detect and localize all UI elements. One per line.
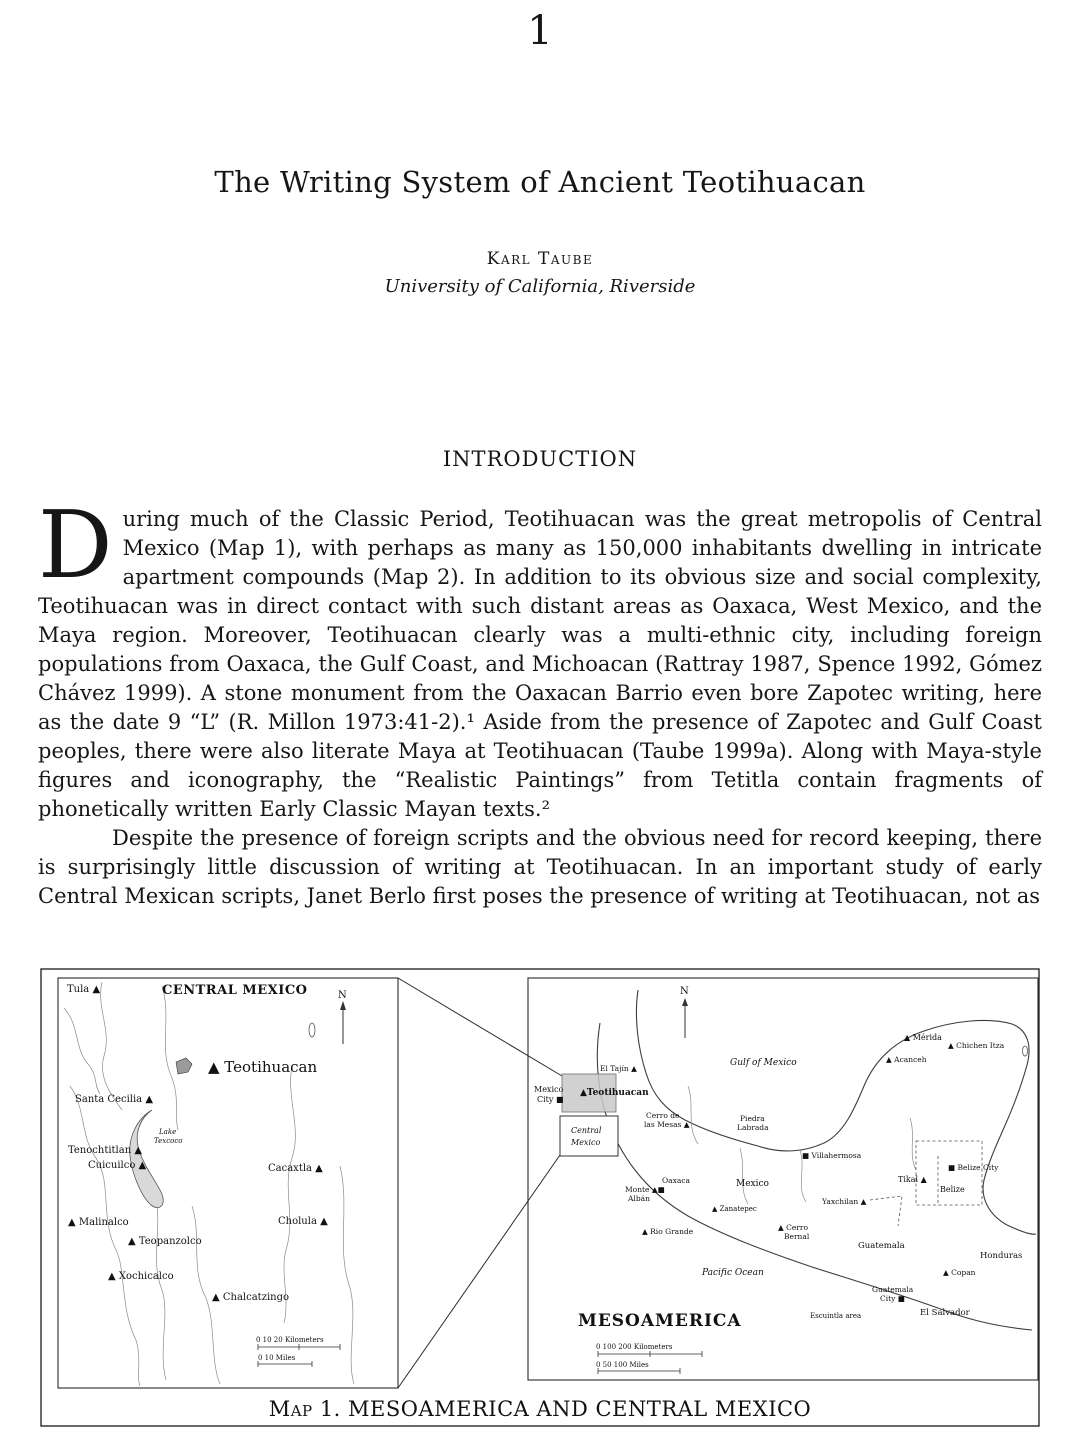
ocean-label-gulf: Gulf of Mexico: [730, 1058, 797, 1068]
site-label-santa-cecilia: Santa Cecilia ▲: [75, 1094, 154, 1105]
site-label-piedra-line2: Labrada: [737, 1123, 769, 1132]
site-label-yaxchilan: Yaxchilan ▲: [822, 1197, 867, 1206]
left-map-panel-border: [58, 978, 398, 1388]
site-label-cerro-bernal-line2: Bernal: [784, 1232, 810, 1241]
scale-kilometers: 0 100 200 Kilometers: [596, 1343, 673, 1351]
lake-label-line2: Texcoco: [154, 1137, 183, 1145]
guatemala-border-dashed: [870, 1196, 902, 1226]
left-map: [64, 982, 354, 1386]
author-affiliation: University of California, Riverside: [384, 276, 696, 297]
dropcap: D: [38, 491, 113, 599]
tikal-region-dashed-box: [916, 1141, 982, 1205]
site-label-cholula: Cholula ▲: [278, 1216, 328, 1227]
right-map: [534, 986, 1036, 1374]
site-label-xochicalco: ▲ Xochicalco: [108, 1271, 174, 1282]
teotihuacan-city-shape: [176, 1058, 192, 1074]
site-label-mexico-city-line2: City ■: [537, 1095, 564, 1104]
site-label-mexico-city-line1: Mexico: [534, 1085, 564, 1094]
site-label-chichen-itza: ▲ Chichen Itza: [948, 1041, 1005, 1050]
country-label-belize: Belize: [940, 1185, 965, 1194]
compass-arrow-icon: [682, 998, 688, 1006]
paragraph-2: Despite the presence of foreign scripts and the obvious need for record keeping, there is surprisingly little discussion of writing at Teotihuacan. In an important study of early Central Mexican scripts, Janet Berlo first poses the presence of writing at Teotihuacan, not as: [38, 826, 1042, 908]
site-label-el-tajin: El Tajín ▲: [600, 1064, 637, 1073]
scale-miles: 0 50 100 Miles: [596, 1361, 649, 1369]
country-label-guatemala: Guatemala: [858, 1241, 905, 1251]
river-line: [740, 1148, 748, 1204]
paragraph-1-text: uring much of the Classic Period, Teotihuacan was the great metropolis of Central Mexico (Map 1), with perhaps as many as 150,000 inhabitants dwelling in intricate apartment compounds (Map 2). In addition to its obvious size and social complexity, Teotihuacan was in direct contact with such distant areas as Oaxaca, West Mexico, and the Maya region. Moreover, Teotihuacan clearly was a multi-ethnic city, including foreign populations from Oaxaca, the Gulf Coast, and Michoacan (Rattray 1987, Spence 1992, Gómez Chávez 1999). A stone monument from the Oaxacan Barrio even bore Zapotec writing, here as the date 9 “L” (R. Millon 1973:41-2).¹ Aside from the presence of Zapotec and Gulf Coast peoples, there were also literate Maya at Teotihuacan (Taube 1999a). Along with Maya-style figures and iconography, the “Realistic Paintings” from Tetitla contain fragments of phonetically written Early Classic Mayan texts.²: [38, 507, 1042, 821]
scale-miles: 0 10 Miles: [258, 1354, 296, 1362]
site-label-oaxaca: Oaxaca: [662, 1176, 690, 1185]
site-label-merida: ▲ Mérida: [904, 1033, 942, 1042]
region-label-mesoamerica: MESOAMERICA: [578, 1311, 742, 1331]
site-label-belize-city: ■ Belize City: [948, 1163, 999, 1172]
site-label-rio-grande: ▲ Rio Grande: [642, 1227, 694, 1236]
inset-label-line1: Central: [571, 1126, 602, 1135]
body-text: [38, 491, 1042, 911]
left-map-title: CENTRAL MEXICO: [162, 983, 308, 998]
site-label-cerro-mesas-line2: las Mesas ▲: [644, 1120, 690, 1129]
page-number: 1: [527, 8, 553, 54]
site-label-cuicuilco: Cuicuilco ▲: [88, 1160, 147, 1171]
island-shape: [1023, 1046, 1028, 1056]
author-name: Karl Taube: [486, 249, 594, 269]
site-label-chalcatzingo: ▲ Chalcatzingo: [212, 1292, 290, 1303]
site-label-tikal: Tikal ▲: [898, 1175, 927, 1184]
map-figure: [40, 968, 1040, 1428]
site-label-tenochtitlan: Tenochtitlan ▲: [68, 1145, 143, 1156]
site-label-zanatepec: ▲ Zanatepec: [712, 1205, 757, 1213]
site-label-acanceh: ▲ Acanceh: [886, 1055, 927, 1064]
river-line: [910, 1118, 916, 1170]
country-label-el-salvador: El Salvador: [920, 1308, 970, 1318]
central-mexico-label-box: [560, 1116, 618, 1156]
small-lake-shape: [309, 1023, 315, 1037]
river-line: [688, 1086, 698, 1144]
compass-label: N: [338, 990, 347, 1001]
site-label-monte-alban-line1: Monte ▲■: [625, 1185, 665, 1194]
country-label-mexico: Mexico: [736, 1179, 769, 1189]
site-label-cacaxtla: Cacaxtla ▲: [268, 1163, 323, 1174]
compass-arrow-icon: [340, 1001, 346, 1010]
scale-kilometers: 0 10 20 Kilometers: [256, 1336, 324, 1344]
river-line: [64, 1008, 100, 1094]
country-label-honduras: Honduras: [980, 1251, 1023, 1261]
inset-connector-top: [398, 978, 562, 1076]
chapter-title: The Writing System of Ancient Teotihuacan: [214, 165, 866, 199]
section-heading: INTRODUCTION: [442, 447, 638, 471]
compass-label: N: [680, 986, 689, 997]
site-label-cerro-mesas-line1: Cerro de: [646, 1111, 680, 1120]
site-label-teotihuacan: ▲Teotihuacan: [580, 1088, 649, 1098]
ocean-label-pacific: Pacific Ocean: [702, 1268, 764, 1278]
site-label-tula: Tula ▲: [67, 984, 101, 995]
river-line: [156, 1200, 166, 1380]
site-label-teopanzolco: ▲ Teopanzolco: [128, 1236, 202, 1247]
site-label-guatemala-city-line1: Guatemala: [872, 1285, 914, 1294]
area-label-escuintla: Escuintla area: [810, 1312, 862, 1320]
site-label-monte-alban-line2: Albán: [628, 1194, 650, 1203]
inset-label-line2: Mexico: [571, 1138, 601, 1147]
inset-connector-bottom: [398, 1155, 560, 1388]
site-label-piedra-line1: Piedra: [740, 1114, 765, 1123]
river-line: [284, 1066, 295, 1323]
paragraph-1: [38, 491, 1042, 824]
site-label-cerro-bernal-line1: ▲ Cerro: [778, 1223, 809, 1232]
lake-label-line1: Lake: [159, 1128, 177, 1136]
map-svg: [40, 968, 1040, 1428]
lake-texcoco-shape: [130, 1110, 163, 1208]
site-label-copan: ▲ Copan: [943, 1268, 976, 1277]
site-label-teotihuacan: ▲ Teotihuacan: [208, 1058, 318, 1076]
figure-caption: Map 1. MESOAMERICA AND CENTRAL MEXICO: [268, 1397, 812, 1421]
site-label-malinalco: ▲ Malinalco: [68, 1217, 129, 1228]
river-line: [162, 986, 178, 1130]
site-label-guatemala-city-line2: City ■: [880, 1294, 905, 1303]
river-line: [101, 982, 122, 1110]
site-label-villahermosa: ■ Villahermosa: [802, 1151, 862, 1160]
river-line: [340, 1166, 354, 1384]
